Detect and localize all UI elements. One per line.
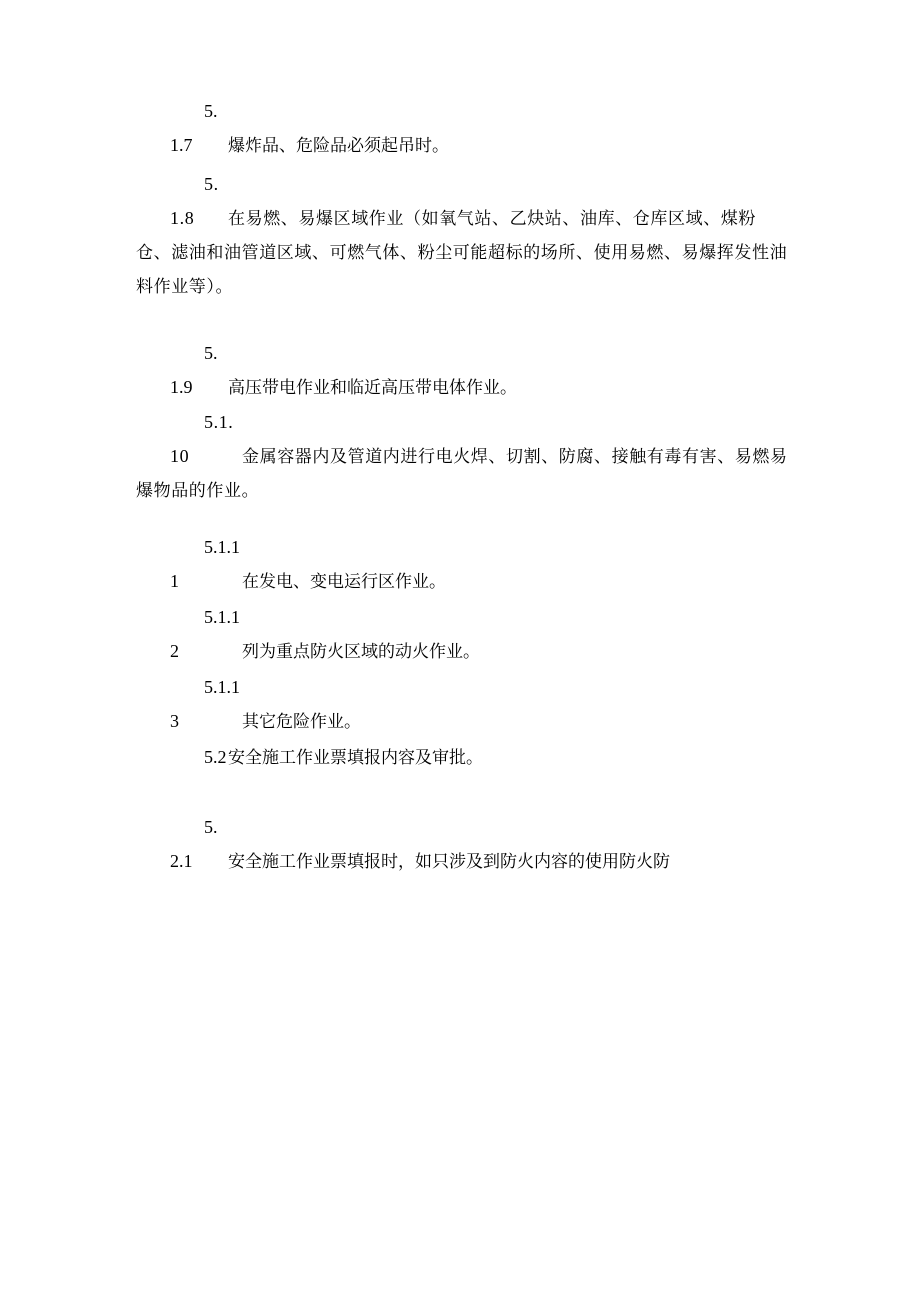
- clause-text: 安全施工作业票填报时，如只涉及到防火内容的使用防火防: [228, 852, 670, 872]
- clause-5-2-1: [136, 810, 788, 879]
- clause-5-1-11: [136, 530, 788, 599]
- clause-5-1-12: [136, 600, 788, 669]
- clause-number: 5.1.10: [170, 412, 234, 466]
- clause-5-1-13: [136, 670, 788, 739]
- clause-5-2: [136, 740, 788, 775]
- clause-text: 爆炸品、危险品必须起吊时。: [228, 136, 449, 156]
- clause-5-1-9: [136, 336, 788, 405]
- clause-number: 5.1.8: [170, 174, 219, 228]
- clause-text: 列为重点防火区域的动火作业。: [242, 642, 480, 662]
- clause-text: 其它危险作业。: [242, 712, 361, 732]
- clause-number: 5.1.7: [170, 101, 218, 155]
- clause-5-1-7: [136, 94, 788, 163]
- clause-5-1-8: [136, 167, 788, 304]
- clause-5-1-10: [136, 405, 788, 508]
- clause-number: 5.1.11: [170, 537, 240, 591]
- clause-text: 在易燃、易爆区域作业（如氧气站、乙炔站、油库、仓库区域、煤粉仓、滤油和油管道区域、可燃气体、粉尘可能超标的场所、使用易燃、易爆挥发性油料作业等）。: [136, 209, 788, 297]
- clause-text: 金属容器内及管道内进行电火焊、切割、防腐、接触有毒有害、易燃易爆物品的作业。: [136, 447, 788, 501]
- clause-number: 5.1.13: [170, 677, 240, 731]
- clause-number: 5.1.12: [170, 607, 240, 661]
- clause-number: 5.1.9: [170, 343, 218, 397]
- clause-text: 高压带电作业和临近高压带电体作业。: [228, 378, 517, 398]
- clause-number: 5.2: [204, 747, 227, 767]
- clause-text: 安全施工作业票填报内容及审批。: [228, 748, 483, 768]
- clause-number: 5.2.1: [170, 817, 218, 871]
- clause-text: 在发电、变电运行区作业。: [242, 572, 446, 592]
